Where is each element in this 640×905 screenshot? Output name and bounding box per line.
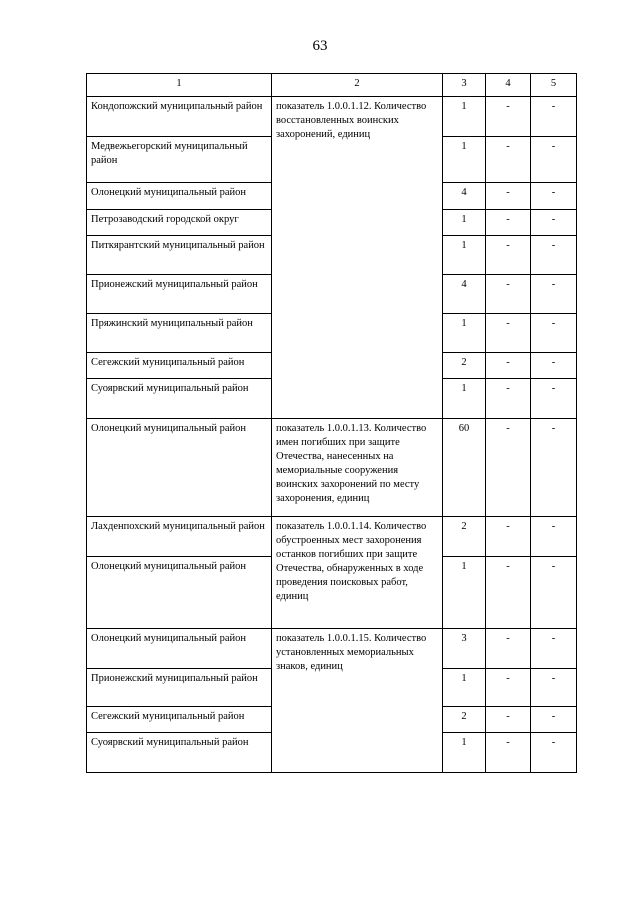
district-cell: Олонецкий муниципальный район — [87, 419, 272, 517]
district-cell: Медвежьегорский муниципальный район — [87, 137, 272, 183]
column-header: 3 — [443, 74, 486, 97]
district-cell: Прионежский муниципальный район — [87, 275, 272, 314]
value-cell-c3: 4 — [443, 183, 486, 210]
value-cell-c5: - — [531, 210, 577, 236]
district-cell: Лахденпохский муниципальный район — [87, 517, 272, 557]
value-cell-c4: - — [486, 669, 531, 707]
value-cell-c5: - — [531, 353, 577, 379]
value-cell-c4: - — [486, 314, 531, 353]
district-cell: Олонецкий муниципальный район — [87, 629, 272, 669]
value-cell-c5: - — [531, 733, 577, 773]
value-cell-c4: - — [486, 733, 531, 773]
value-cell-c5: - — [531, 236, 577, 275]
value-cell-c5: - — [531, 97, 577, 137]
value-cell-c5: - — [531, 275, 577, 314]
table-row — [87, 419, 577, 517]
value-cell-c5: - — [531, 669, 577, 707]
indicator-cell: показатель 1.0.0.1.14. Количество обустроенных мест захоронения останков погибших при защите Отечества, обнаруженных в ходе проведения поисковых работ, единиц — [272, 517, 443, 629]
value-cell-c4: - — [486, 97, 531, 137]
table-row — [87, 97, 577, 137]
value-cell-c5: - — [531, 137, 577, 183]
table-row — [87, 629, 577, 669]
value-cell-c5: - — [531, 707, 577, 733]
column-header: 4 — [486, 74, 531, 97]
value-cell-c5: - — [531, 314, 577, 353]
column-header: 1 — [87, 74, 272, 97]
value-cell-c3: 4 — [443, 275, 486, 314]
value-cell-c3: 1 — [443, 557, 486, 629]
value-cell-c4: - — [486, 419, 531, 517]
district-cell: Пряжинский муниципальный район — [87, 314, 272, 353]
value-cell-c3: 1 — [443, 236, 486, 275]
value-cell-c3: 1 — [443, 314, 486, 353]
value-cell-c3: 1 — [443, 669, 486, 707]
district-cell: Сегежский муниципальный район — [87, 353, 272, 379]
header-row — [87, 74, 577, 97]
value-cell-c3: 1 — [443, 137, 486, 183]
district-cell: Питкярантский муниципальный район — [87, 236, 272, 275]
value-cell-c3: 3 — [443, 629, 486, 669]
value-cell-c3: 1 — [443, 210, 486, 236]
value-cell-c5: - — [531, 629, 577, 669]
district-cell: Олонецкий муниципальный район — [87, 557, 272, 629]
data-table — [86, 73, 577, 773]
value-cell-c5: - — [531, 517, 577, 557]
district-cell: Олонецкий муниципальный район — [87, 183, 272, 210]
value-cell-c3: 1 — [443, 733, 486, 773]
value-cell-c5: - — [531, 183, 577, 210]
district-cell: Суоярвский муниципальный район — [87, 379, 272, 419]
district-cell: Петрозаводский городской округ — [87, 210, 272, 236]
table-row — [87, 517, 577, 557]
district-cell: Сегежский муниципальный район — [87, 707, 272, 733]
value-cell-c3: 1 — [443, 97, 486, 137]
district-cell: Кондопожский муниципальный район — [87, 97, 272, 137]
value-cell-c3: 60 — [443, 419, 486, 517]
value-cell-c4: - — [486, 557, 531, 629]
value-cell-c3: 2 — [443, 707, 486, 733]
table-body — [87, 97, 577, 773]
indicator-cell: показатель 1.0.0.1.15. Количество установленных мемориальных знаков, единиц — [272, 629, 443, 773]
district-cell: Прионежский муниципальный район — [87, 669, 272, 707]
page-number: 63 — [312, 38, 328, 54]
value-cell-c4: - — [486, 137, 531, 183]
value-cell-c5: - — [531, 419, 577, 517]
indicator-cell: показатель 1.0.0.1.13. Количество имен погибших при защите Отечества, нанесенных на мемориальные сооружения воинских захоронений по месту захоронения, единиц — [272, 419, 443, 517]
value-cell-c4: - — [486, 353, 531, 379]
value-cell-c4: - — [486, 183, 531, 210]
district-cell: Суоярвский муниципальный район — [87, 733, 272, 773]
table-header — [87, 74, 577, 97]
value-cell-c4: - — [486, 236, 531, 275]
indicator-cell: показатель 1.0.0.1.12. Количество восстановленных воинских захоронений, единиц — [272, 97, 443, 419]
value-cell-c4: - — [486, 379, 531, 419]
value-cell-c4: - — [486, 629, 531, 669]
value-cell-c4: - — [486, 707, 531, 733]
value-cell-c3: 2 — [443, 353, 486, 379]
value-cell-c3: 1 — [443, 379, 486, 419]
column-header: 2 — [272, 74, 443, 97]
value-cell-c4: - — [486, 517, 531, 557]
value-cell-c5: - — [531, 557, 577, 629]
value-cell-c4: - — [486, 210, 531, 236]
value-cell-c4: - — [486, 275, 531, 314]
column-header: 5 — [531, 74, 577, 97]
value-cell-c3: 2 — [443, 517, 486, 557]
value-cell-c5: - — [531, 379, 577, 419]
